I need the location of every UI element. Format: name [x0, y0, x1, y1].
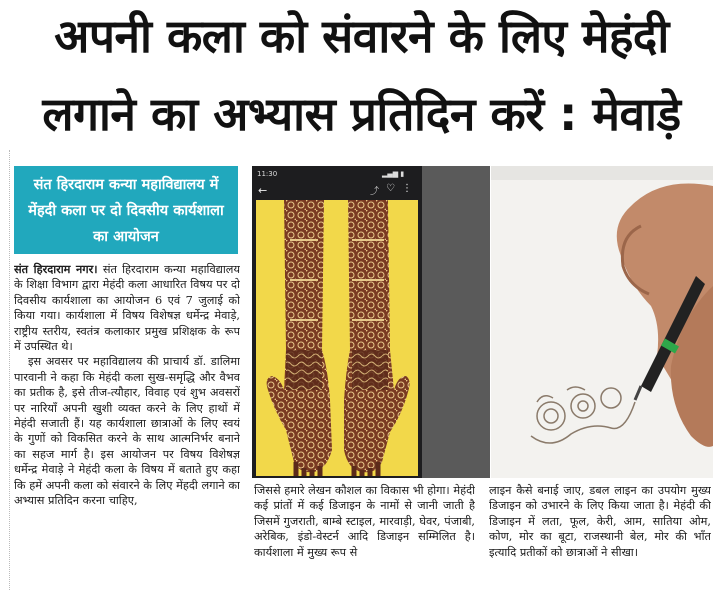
paragraph-1 [14, 262, 240, 354]
mehndi-cone-illustration [491, 166, 713, 478]
share-icon: ⤴ [370, 187, 380, 197]
headline-line-2: लगाने का अभ्यास प्रतिदिन करें : मेवाड़े [42, 87, 681, 141]
article-column-1 [14, 262, 240, 598]
back-arrow-icon: ← [258, 184, 268, 197]
henna-hands-illustration [256, 200, 418, 476]
article-column-2: जिससे हमारे लेखन कौशल का विकास भी होगा। मेहंदी कई प्रांतों में कई डिजाइन के नामों से जानी जाती है जिसमें गुजराती, बाम्बे स्टाइल, मारवाड़ी, घेवर, पंजाबी, अरेबिक, इंडो-वेस्टर्न आदि डिजाइन सम्मिलित है। कार्यशाला में मुख्य रूप से [254, 484, 475, 559]
paragraph-1-text: संत हिरदाराम कन्या महाविद्यालय के शिक्षा विभाग द्वारा मेहंदी कला आधारित विषय पर दो दिवसीय कार्यशाला का आयोजन 6 एवं 7 जुलाई को किया गया। कार्यशाला में विषय विशेषज्ञ धर्मेन्द्र मेवाड़े, राष्ट्रीय स्तरीय, स्वतंत्र कलाकार प्रमुख प्रशिक्षक के रूप में उपस्थित थे। [14, 263, 240, 354]
photo-divider [422, 166, 490, 478]
status-time: 11:30 [257, 170, 278, 178]
henna-hands-photo [252, 166, 422, 478]
headline-line-1: अपनी कला को संवारने के लिए मेहंदी [54, 9, 669, 63]
dateline: संत हिरदाराम नगर। [14, 262, 98, 276]
subheadline-box: संत हिरदाराम कन्या महाविद्यालय में मेंहदी कला पर दो दिवसीय कार्यशाला का आयोजन [14, 166, 238, 254]
column-rule [3, 150, 10, 590]
paragraph-2: इस अवसर पर महाविद्यालय की प्राचार्य डॉ. डालिमा पारवानी ने कहा कि मेहंदी कला सुख-समृद्धि और वैभव का प्रतीक है, इसे तीज-त्यौहार, विवाह एवं शुभ अवसरों पर नारियाँ अपनी खुशी व्यक्त करने के लिए हाथों में मेहंदी सजाती हैं। यह कार्यशाला छात्राओं के लिए स्वयं के गुणों को विकसित करने के साथ आत्मनिर्भर बनाने का सहज मार्ग है। इस आयोजन पर विषय विशेषज्ञ धर्मेन्द्र मेवाड़े ने मेहंदी कला के विषय में बताते हुए कहा कि हमें अपनी कला को संवारने के लिए मेंहदी लगाने का अभ्यास प्रतिदिन करना चाहिए, [14, 355, 240, 508]
article-column-3: लाइन कैसे बनाई जाए, डबल लाइन का उपयोग मुख्य डिजाइन को उभारने के लिए किया जाता है। मेहंदी की डिजाइन में लता, फूल, केरी, आम, सातिया ओम, कोण, मोर का बूटा, राजस्थानी बेल, मोर की भाँत इत्यादि प्रतीकों को छात्राओं ने सीखा। [489, 484, 711, 559]
more-icon: ⋮ [402, 183, 412, 194]
mehndi-cone-photo [491, 166, 713, 478]
henna-image [256, 200, 418, 476]
left-palm [286, 350, 322, 390]
right-palm [352, 350, 388, 390]
signal-icon: ▂▄▆ ▮ [382, 170, 405, 178]
phone-status-bar [252, 166, 422, 182]
phone-toolbar [252, 182, 422, 200]
heart-icon: ♡ [386, 183, 395, 194]
